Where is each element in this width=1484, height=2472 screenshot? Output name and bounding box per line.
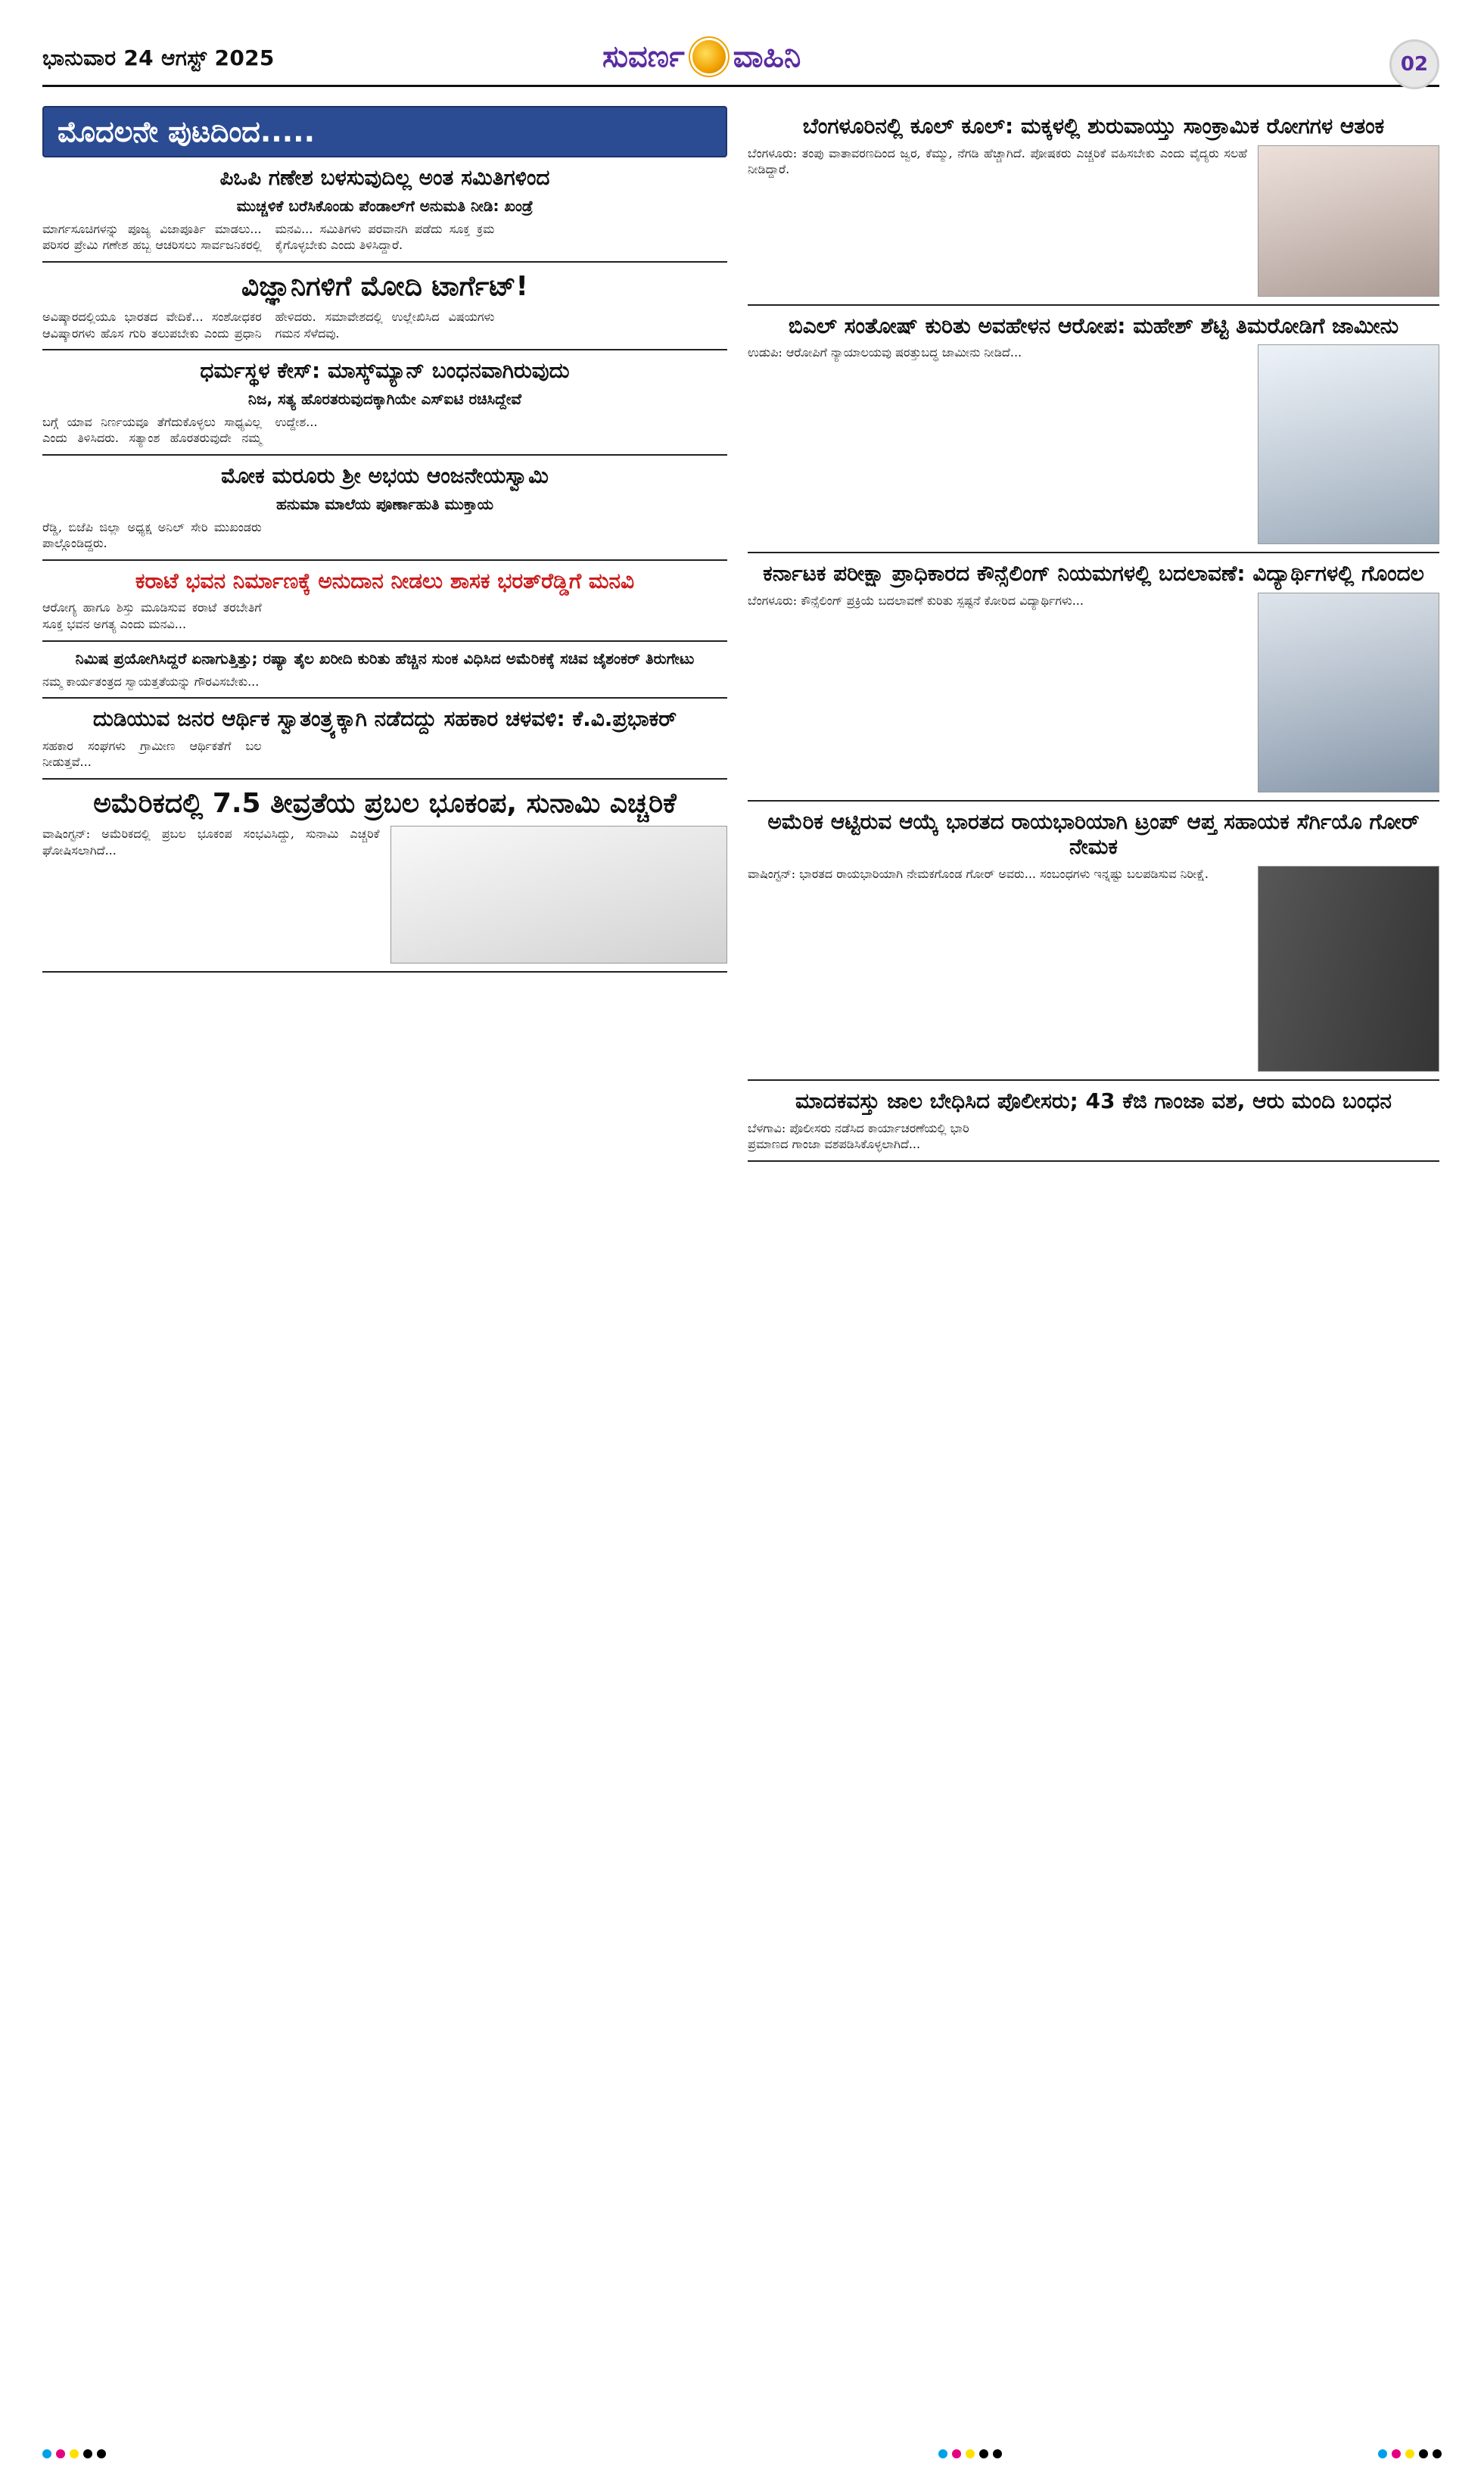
black-dot — [1433, 2449, 1442, 2458]
article-jaishankar — [42, 649, 727, 699]
brand-left: ಸುವರ್ಣ — [602, 39, 685, 74]
article-title: ಮಾದಕವಸ್ತು ಜಾಲ ಬೇಧಿಸಿದ ಪೊಲೀಸರು; 43 ಕೆಜಿ ಗಾಂಜಾ ವಶ, ಆರು ಮಂದಿ ಬಂಧನ — [795, 1088, 1392, 1113]
article-body: ಬೆಳಗಾವಿ: ಪೊಲೀಸರು ನಡೆಸಿದ ಕಾರ್ಯಾಚರಣೆಯಲ್ಲಿ ಭಾರಿ ಪ್ರಮಾಣದ ಗಾಂಜಾ ವಶಪಡಿಸಿಕೊಳ್ಳಲಾಗಿದೆ... — [748, 1120, 969, 1152]
article-body: ವಾಷಿಂಗ್ಟನ್: ಅಮೆರಿಕದಲ್ಲಿ ಪ್ರಬಲ ಭೂಕಂಪ ಸಂಭವಿಸಿದ್ದು, ಸುನಾಮಿ ಎಚ್ಚರಿಕೆ ಘೋಷಿಸಲಾಗಿದೆ... — [42, 827, 380, 858]
article-title: ಕರ್ನಾಟಕ ಪರೀಕ್ಷಾ ಪ್ರಾಧಿಕಾರದ ಕೌನ್ಸೆಲಿಂಗ್ ನಿಯಮಗಳಲ್ಲಿ ಬದಲಾವಣೆ: ವಿದ್ಯಾರ್ಥಿಗಳಲ್ಲಿ ಗೊಂದಲ — [763, 561, 1424, 587]
page-number: 02 — [1389, 39, 1439, 89]
seismograph-image — [390, 826, 728, 964]
article-body: ರೆಡ್ಡಿ, ಬಿಜೆಪಿ ಜಿಲ್ಲಾ ಅಧ್ಯಕ್ಷ ಅನಿಲ್ ಸೇರಿ ಮುಖಂಡರು ಪಾಲ್ಗೊಂಡಿದ್ದರು. — [42, 519, 262, 551]
registration-marks — [0, 2445, 1484, 2458]
article-body: ನಮ್ಮ ಕಾರ್ಯತಂತ್ರದ ಸ್ವಾಯತ್ತತೆಯನ್ನು ಗೌರವಿಸಬೇಕು... — [42, 674, 260, 689]
article-body: ಉಡುಪಿ: ಆರೋಪಿಗೆ ನ್ಯಾಯಾಲಯವು ಷರತ್ತುಬದ್ಧ ಜಾಮೀನು ನೀಡಿದೆ... — [748, 345, 1022, 360]
article-kea-counselling — [748, 561, 1439, 802]
mahesh-shetty-photo — [1258, 344, 1439, 544]
sun-icon — [692, 40, 726, 73]
left-column — [42, 106, 727, 2422]
article-bl-santhosh — [748, 313, 1439, 554]
article-body: ವಾಷಿಂಗ್ಟನ್: ಭಾರತದ ರಾಯಭಾರಿಯಾಗಿ ನೇಮಕಗೊಂಡ ಗೋರ್ ಅವರು... ಸಂಬಂಧಗಳು ಇನ್ನಷ್ಟು ಬಲಪಡಿಸುವ ನಿರೀಕ್ಷೆ. — [748, 866, 1209, 881]
article-title: ಅಮೆರಿಕದಲ್ಲಿ 7.5 ತೀವ್ರತೆಯ ಪ್ರಬಲ ಭೂಕಂಪ, ಸುನಾಮಿ ಎಚ್ಚರಿಕೆ — [93, 787, 677, 819]
article-dharmasthala — [42, 358, 727, 456]
article-pop-ganesha — [42, 165, 727, 263]
issue-date: ಭಾನುವಾರ 24 ಆಗಸ್ಟ್ 2025 — [42, 45, 275, 70]
yellow-dot — [966, 2449, 975, 2458]
child-cough-image — [1258, 145, 1439, 297]
black-dot — [97, 2449, 106, 2458]
article-title: ಬೆಂಗಳೂರಿನಲ್ಲಿ ಕೂಲ್ ಕೂಲ್: ಮಕ್ಕಳಲ್ಲಿ ಶುರುವಾಯ್ತು ಸಾಂಕ್ರಾಮಿಕ ರೋಗಗಳ ಆತಂಕ — [802, 114, 1385, 139]
article-cooperative-movement — [42, 706, 727, 780]
magenta-dot — [1392, 2449, 1401, 2458]
article-bengaluru-cold — [748, 114, 1439, 306]
article-body: ಬಗ್ಗೆ ಯಾವ ನಿರ್ಣಯವೂ ತೆಗೆದುಕೊಳ್ಳಲು ಸಾಧ್ಯವಿಲ್ಲ ಎಂದು ತಿಳಿಸಿದರು. ಸತ್ಯಾಂಶ ಹೊರತರುವುದೇ ನಮ್ಮ ಉದ್ದೇಶ... — [42, 414, 318, 446]
right-column — [748, 106, 1439, 2422]
article-body: ಅವಿಷ್ಕಾರದಲ್ಲಿಯೂ ಭಾರತದ ವೇದಿಕೆ... ಸಂಶೋಧಕರ ಆವಿಷ್ಕಾರಗಳು ಹೊಸ ಗುರಿ ತಲುಪಬೇಕು ಎಂದು ಪ್ರಧಾನಿ ಹೇಳಿದರು. ಸಮಾವೇಶದಲ್ಲಿ ಉಲ್ಲೇಖಿಸಿದ ವಿಷಯಗಳು ಗಮನ ಸೆಳೆದವು. — [42, 309, 495, 341]
article-body: ಆರೋಗ್ಯ ಹಾಗೂ ಶಿಸ್ತು ಮೂಡಿಸುವ ಕರಾಟೆ ತರಬೇತಿಗೆ ಸೂಕ್ತ ಭವನ ಅಗತ್ಯ ಎಂದು ಮನವಿ... — [42, 600, 262, 631]
black-dot — [1419, 2449, 1428, 2458]
reg-dots-right — [1378, 2449, 1442, 2458]
yellow-dot — [70, 2449, 79, 2458]
black-dot — [83, 2449, 92, 2458]
cyan-dot — [42, 2449, 51, 2458]
black-dot — [993, 2449, 1002, 2458]
article-title: ದುಡಿಯುವ ಜನರ ಆರ್ಥಿಕ ಸ್ವಾತಂತ್ರ್ಯಕ್ಕಾಗಿ ನಡೆದದ್ದು ಸಹಕಾರ ಚಳವಳಿ: ಕೆ.ವಿ.ಪ್ರಭಾಕರ್ — [92, 706, 677, 732]
article-title: ಬಿಎಲ್ ಸಂತೋಷ್ ಕುರಿತು ಅವಹೇಳನ ಆರೋಪ: ಮಹೇಶ್ ಶೆಟ್ಟಿ ತಿಮರೋಡಿಗೆ ಜಾಮೀನು — [788, 313, 1399, 338]
article-modi-target — [42, 270, 727, 350]
magenta-dot — [952, 2449, 961, 2458]
article-ganja-bust — [748, 1088, 1439, 1162]
yellow-dot — [1405, 2449, 1414, 2458]
article-body: ಬೆಂಗಳೂರು: ತಂಪು ವಾತಾವರಣದಿಂದ ಜ್ವರ, ಕೆಮ್ಮು, ನೆಗಡಿ ಹೆಚ್ಚಾಗಿದೆ. ಪೋಷಕರು ಎಚ್ಚರಿಕೆ ವಹಿಸಬೇಕು ಎಂದು ವೈದ್ಯರು ಸಲಹೆ ನೀಡಿದ್ದಾರೆ. — [748, 145, 1247, 177]
article-title: ವಿಜ್ಞಾನಿಗಳಿಗೆ ಮೋದಿ ಟಾರ್ಗೆಟ್! — [241, 270, 528, 302]
article-subtitle: ಮುಚ್ಚಳಿಕೆ ಬರೆಸಿಕೊಂಡು ಪೆಂಡಾಲ್‌ಗೆ ಅನುಮತಿ ನೀಡಿ: ಖಂಡ್ರೆ — [236, 196, 534, 215]
cyan-dot — [938, 2449, 947, 2458]
sergio-gor-photo — [1258, 866, 1439, 1072]
article-earthquake — [42, 787, 727, 973]
article-title: ಕರಾಟೆ ಭವನ ನಿರ್ಮಾಣಕ್ಕೆ ಅನುದಾನ ನೀಡಲು ಶಾಸಕ ಭರತ್‌ರೆಡ್ಡಿಗೆ ಮನವಿ — [135, 568, 635, 593]
magenta-dot — [56, 2449, 65, 2458]
article-title: ಪಿಒಪಿ ಗಣೇಶ ಬಳಸುವುದಿಲ್ಲ ಅಂತ ಸಮಿತಿಗಳಿಂದ — [219, 165, 550, 190]
students-exam-image — [1258, 593, 1439, 792]
black-dot — [979, 2449, 988, 2458]
article-title: ನಿಮಿಷ ಪ್ರಯೋಗಿಸಿದ್ದರೆ ಏನಾಗುತ್ತಿತ್ತು; ರಷ್ಯಾ ತೈಲ ಖರೀದಿ ಕುರಿತು ಹೆಚ್ಚಿನ ಸುಂಕ ವಿಧಿಸಿದ ಅಮೆರಿಕಕ್ಕೆ ಸಚಿವ ಜೈಶಂಕರ್ ತಿರುಗೇಟು — [75, 649, 695, 668]
article-subtitle: ನಿಜ, ಸತ್ಯ ಹೊರತರುವುದಕ್ಕಾಗಿಯೇ ಎಸ್‌ಐಟಿ ರಚಿಸಿದ್ದೇವೆ — [247, 389, 522, 408]
article-sergio-gor — [748, 809, 1439, 1081]
article-karate-bhavana — [42, 568, 727, 642]
article-body: ಸಹಕಾರ ಸಂಘಗಳು ಗ್ರಾಮೀಣ ಆರ್ಥಿಕತೆಗೆ ಬಲ ನೀಡುತ್ತವೆ... — [42, 738, 262, 770]
article-hanuma-male — [42, 463, 727, 561]
brand-logo — [602, 39, 801, 74]
section-banner: ಮೊದಲನೇ ಪುಟದಿಂದ..... — [42, 106, 727, 157]
article-body: ಬೆಂಗಳೂರು: ಕೌನ್ಸೆಲಿಂಗ್ ಪ್ರಕ್ರಿಯೆ ಬದಲಾವಣೆ ಕುರಿತು ಸ್ಪಷ್ಟನೆ ಕೋರಿದ ವಿದ್ಯಾರ್ಥಿಗಳು... — [748, 593, 1084, 608]
article-title: ಅಮೆರಿಕ ಆಟ್ಟಿರುವ ಆಯ್ಕೆ ಭಾರತದ ರಾಯಭಾರಿಯಾಗಿ ಟ್ರಂಪ್ ಆಪ್ತ ಸಹಾಯಕ ಸೆರ್ಗಿಯೊ ಗೋರ್ ನೇಮಕ — [767, 808, 1420, 860]
article-subtitle: ಹನುಮಾ ಮಾಲೆಯ ಪೂರ್ಣಾಹುತಿ ಮುಕ್ತಾಯ — [275, 494, 494, 513]
article-title: ಧರ್ಮಸ್ಥಳ ಕೇಸ್: ಮಾಸ್ಕ್‌ಮ್ಯಾನ್ ಬಂಧನವಾಗಿರುವುದು — [200, 358, 570, 384]
masthead — [42, 39, 1439, 87]
brand-right: ವಾಹಿನಿ — [733, 39, 801, 74]
reg-dots-center — [938, 2449, 1002, 2458]
cyan-dot — [1378, 2449, 1387, 2458]
reg-dots-left — [42, 2449, 106, 2458]
article-title: ಮೋಕ ಮರೂರು ಶ್ರೀ ಅಭಯ ಆಂಜನೇಯಸ್ವಾಮಿ — [221, 462, 549, 488]
article-body: ಮಾರ್ಗಸೂಚಿಗಳನ್ನು ಪೂಜ್ಯ ವಿಜಾಪೂರ್ತಿ ಮಾಡಲು... ಪರಿಸರ ಪ್ರೇಮಿ ಗಣೇಶ ಹಬ್ಬ ಆಚರಿಸಲು ಸಾರ್ವಜನಿಕರಲ್ಲಿ ಮನವಿ... ಸಮಿತಿಗಳು ಪರವಾನಗಿ ಪಡೆದು ಸೂಕ್ತ ಕ್ರಮ ಕೈಗೊಳ್ಳಬೇಕು ಎಂದು ತಿಳಿಸಿದ್ದಾರೆ. — [42, 221, 495, 253]
